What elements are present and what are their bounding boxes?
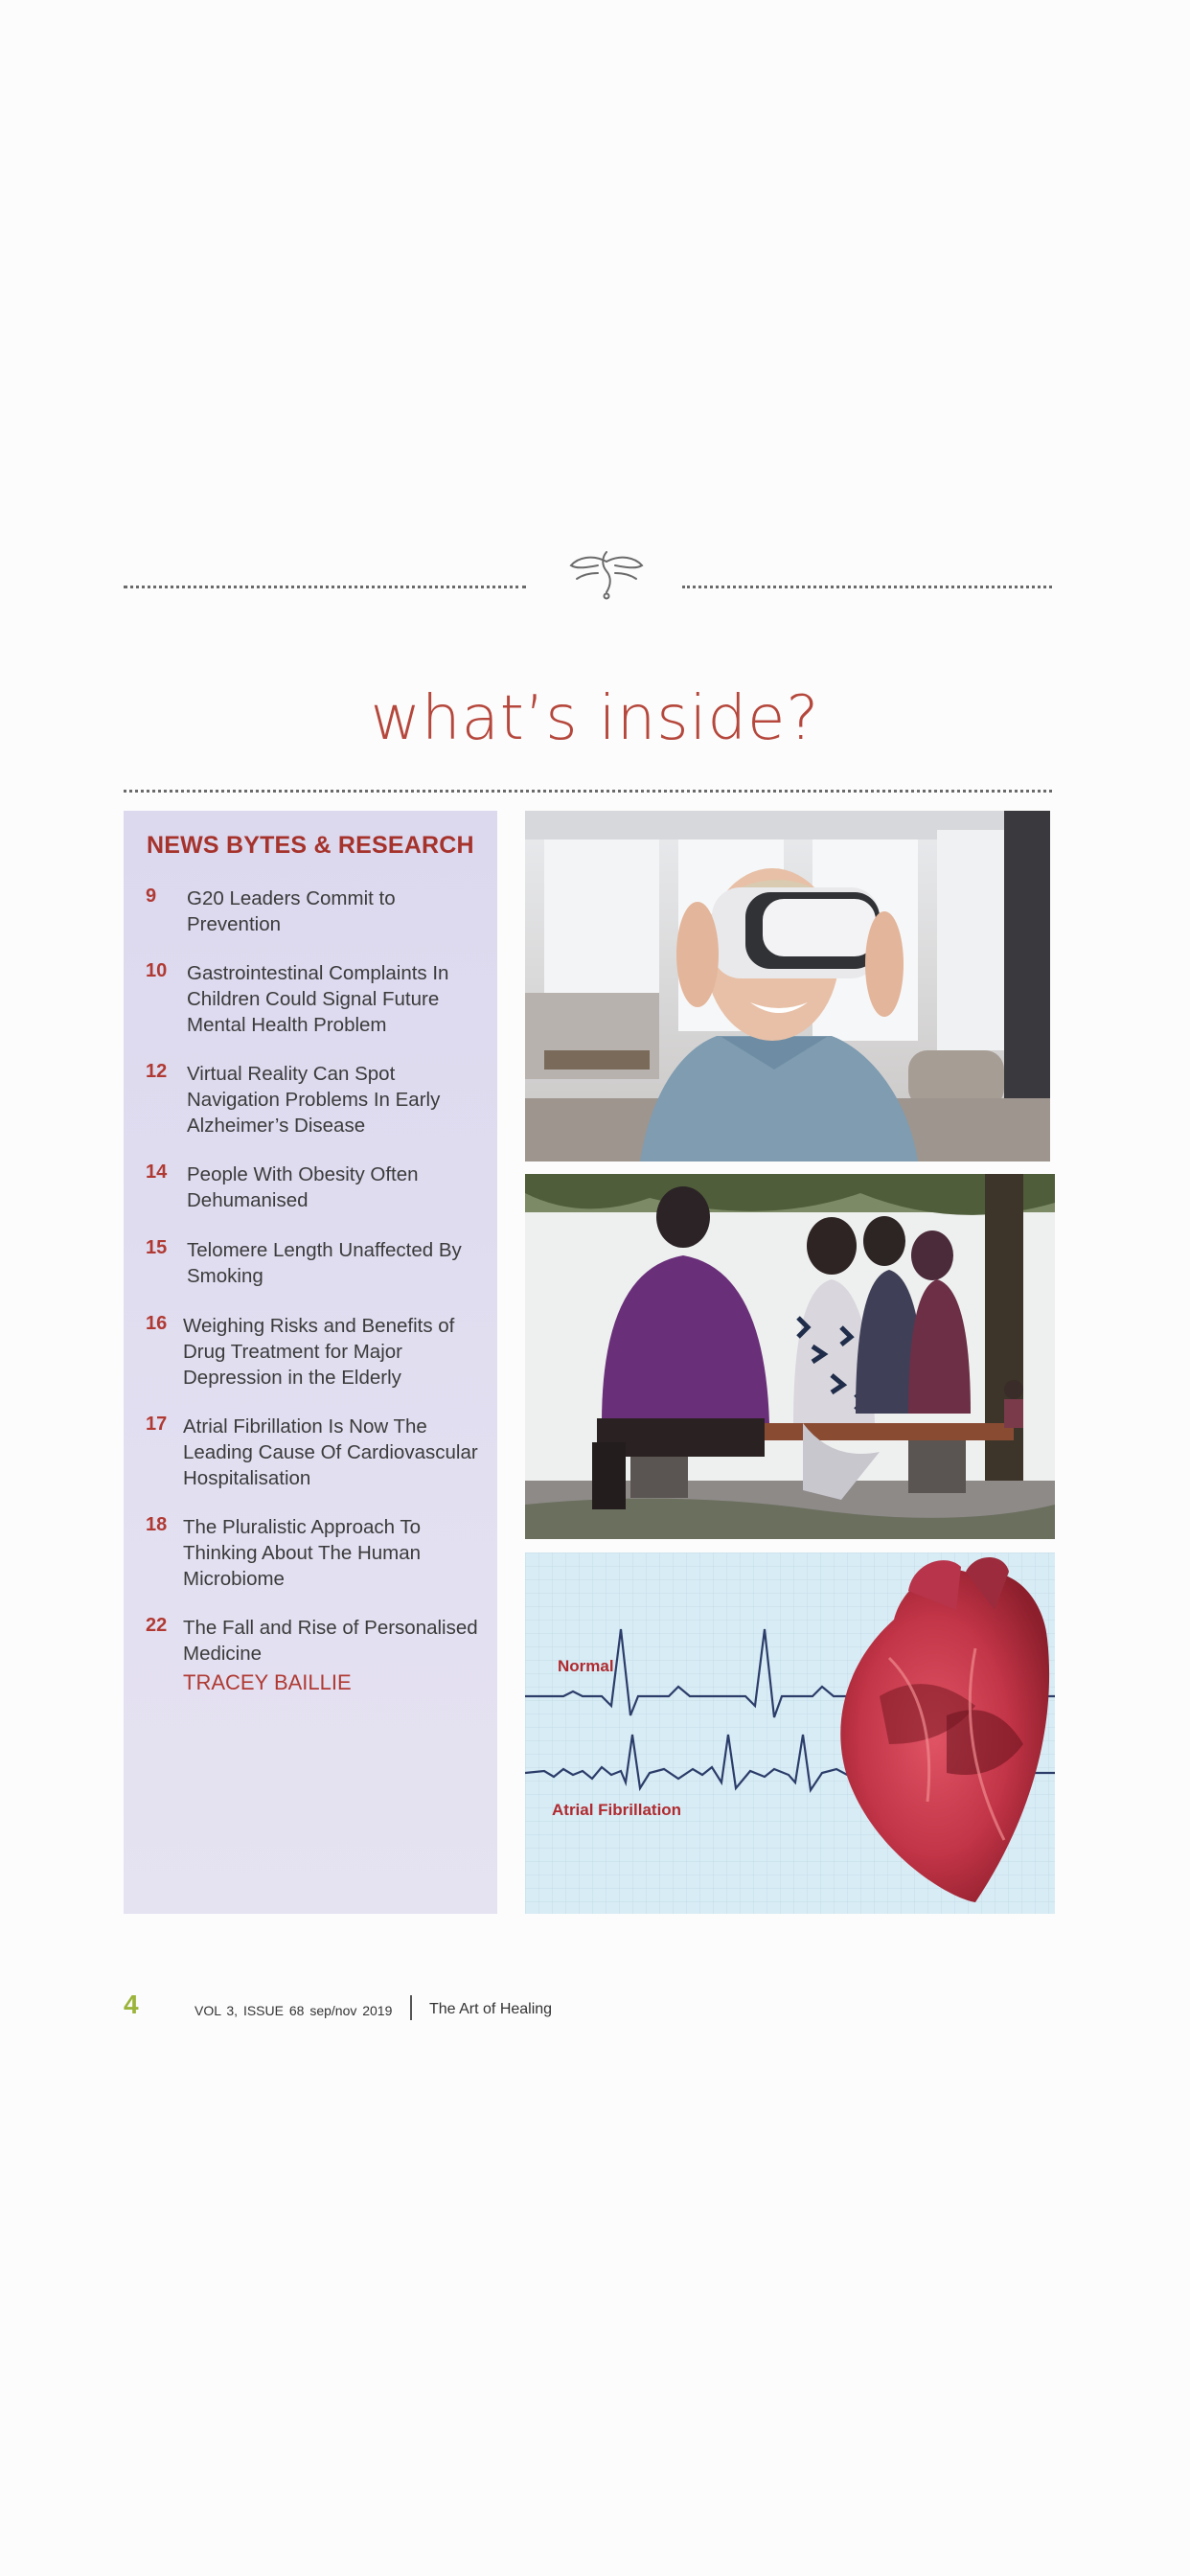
- heart-ecg-illustration: [525, 1552, 1055, 1914]
- vr-headset-photo: [525, 811, 1050, 1162]
- toc-page-number: 10: [146, 960, 168, 981]
- toc-page-number: 18: [146, 1514, 168, 1535]
- issue-info: VOL 3, ISSUE 68 sep/nov 2019: [195, 2003, 393, 2018]
- top-dotted-rule-right: [682, 586, 1052, 588]
- toc-title: The Pluralistic Approach To Thinking About The Human Microbiome: [183, 1516, 422, 1590]
- toc-page-number: 16: [146, 1313, 168, 1334]
- toc-title: Telomere Length Unaffected By Smoking: [187, 1239, 462, 1287]
- toc-title: [183, 1615, 488, 1695]
- toc-item[interactable]: [146, 1237, 491, 1291]
- people-on-bench-photo: [525, 1174, 1055, 1539]
- ecg-af-label: Atrial Fibrillation: [552, 1801, 682, 1819]
- toc-item[interactable]: [146, 1162, 491, 1215]
- ecg-normal-label: Normal: [558, 1657, 614, 1675]
- toc-page-number: 9: [146, 886, 157, 907]
- toc-title: Weighing Risks and Benefits of Drug Treatment for Major Depression in the Elderly: [183, 1315, 455, 1389]
- toc-panel: [124, 811, 497, 1914]
- toc-title-text: The Fall and Rise of Personalised Medicine: [183, 1617, 478, 1665]
- flourish-ornament-icon: [563, 544, 650, 602]
- toc-page-number: 17: [146, 1414, 168, 1435]
- toc-page-number: 15: [146, 1237, 168, 1258]
- toc-title: Gastrointestinal Complaints In Children Could Signal Future Mental Health Problem: [187, 962, 449, 1036]
- toc-title: Virtual Reality Can Spot Navigation Problems In Early Alzheimer’s Disease: [187, 1063, 441, 1137]
- publication-name: The Art of Healing: [429, 2001, 553, 2017]
- toc-item[interactable]: [146, 960, 491, 1039]
- toc-item[interactable]: [146, 1615, 491, 1701]
- toc-item[interactable]: [146, 1061, 491, 1139]
- toc-page-number: 22: [146, 1615, 168, 1636]
- toc-item[interactable]: [146, 886, 491, 939]
- top-dotted-rule-left: [124, 586, 526, 588]
- toc-item[interactable]: [146, 1414, 491, 1492]
- section-title: NEWS BYTES & RESEARCH: [147, 832, 474, 859]
- toc-title: People With Obesity Often Dehumanised: [187, 1163, 419, 1211]
- footer-divider: [410, 1995, 412, 2020]
- title-dotted-rule: [124, 790, 1052, 793]
- toc-item[interactable]: [146, 1514, 491, 1593]
- page-title: what’s inside?: [370, 682, 820, 754]
- toc-title: G20 Leaders Commit to Prevention: [187, 887, 396, 935]
- toc-item[interactable]: [146, 1313, 491, 1392]
- toc-author: TRACEY BAILLIE: [183, 1670, 352, 1694]
- toc-page-number: 12: [146, 1061, 168, 1082]
- toc-page-number: 14: [146, 1162, 168, 1183]
- toc-title: Atrial Fibrillation Is Now The Leading Cause Of Cardiovascular Hospitalisation: [183, 1415, 478, 1489]
- page-number: 4: [124, 1990, 139, 2019]
